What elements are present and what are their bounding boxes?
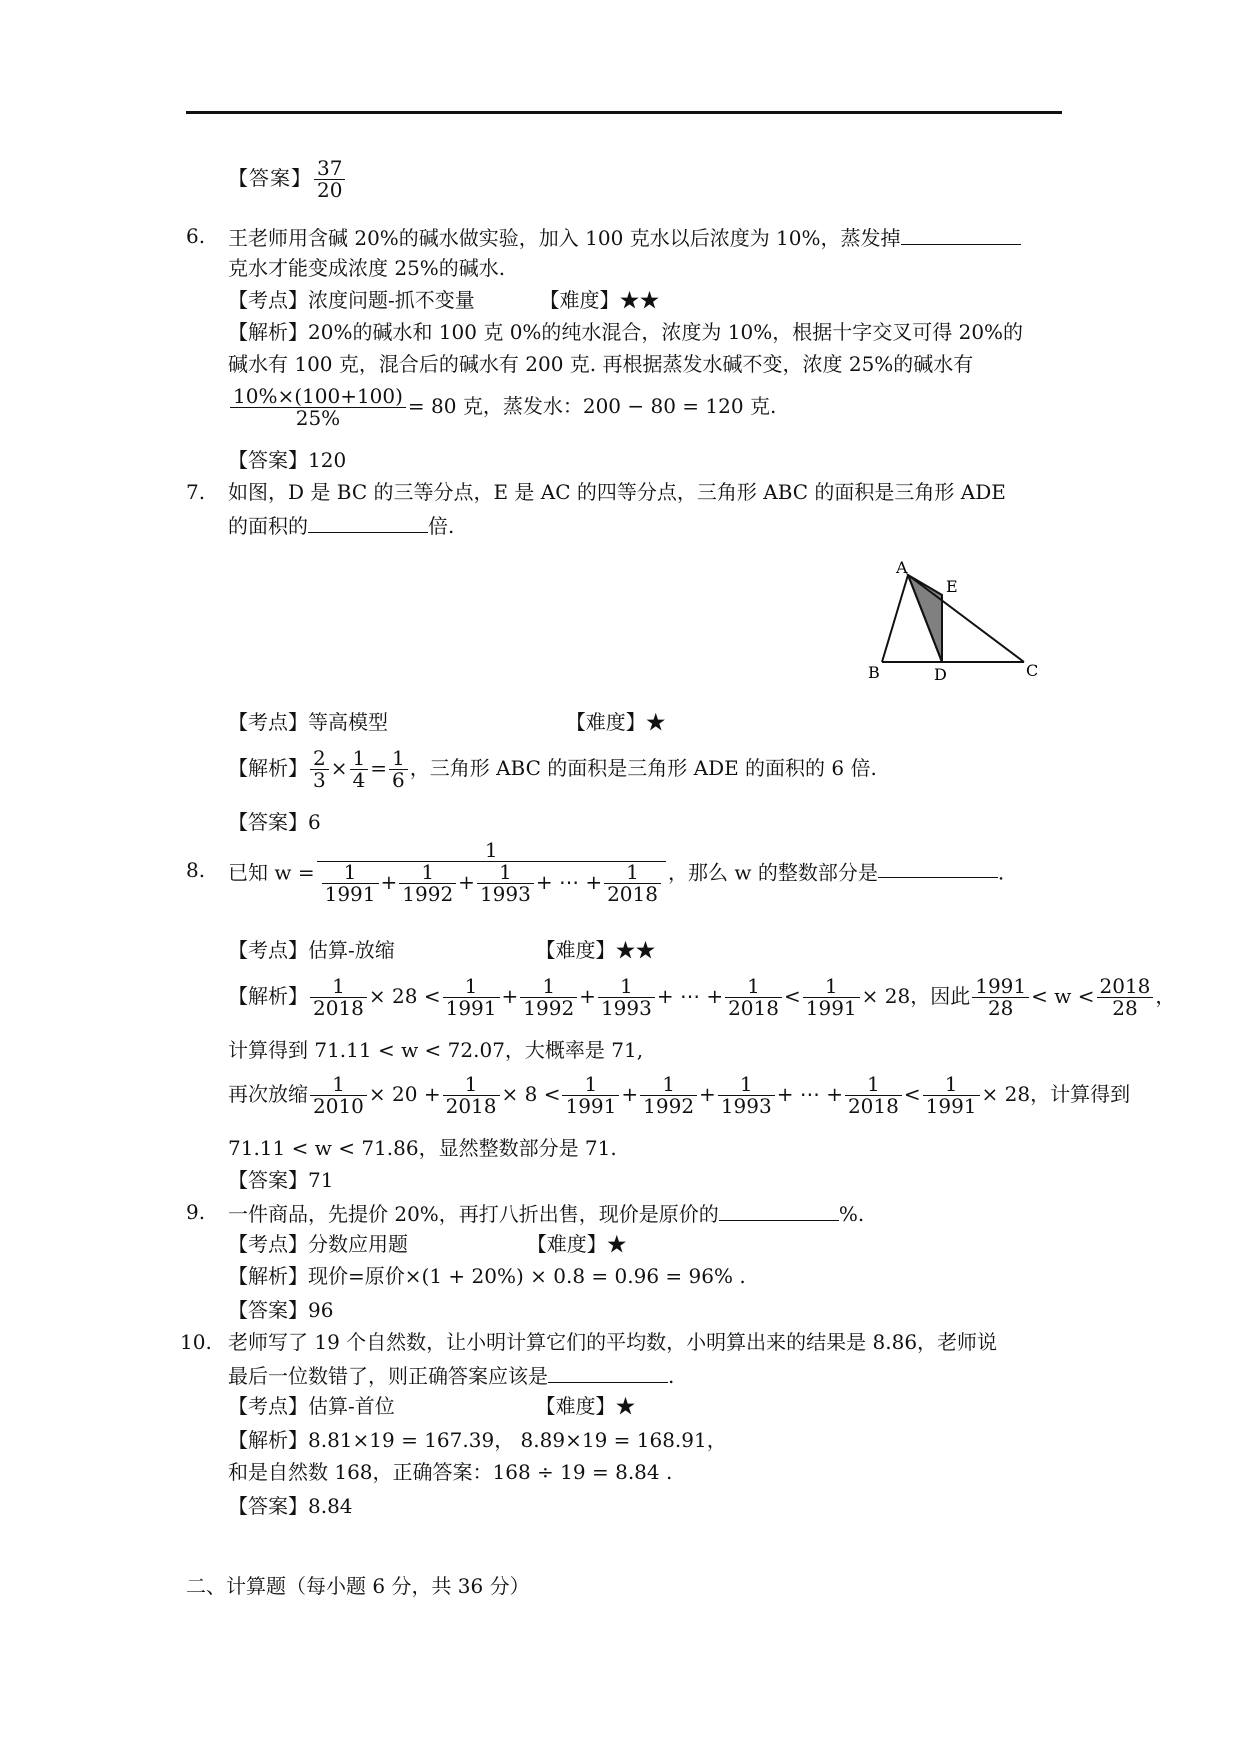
q7-answer: 【答案】6 (228, 810, 321, 834)
q5-answer: 【答案】 $\frac{37}{20}$ (228, 158, 347, 201)
q6-number: 6. (186, 224, 206, 248)
q10-text-line2: 最后一位数错了，则正确答案应该是 . (228, 1364, 675, 1388)
q10-kaodian: 【考点】估算-首位 【难度】★ (228, 1394, 636, 1418)
q10-answer: 【答案】8.84 (228, 1494, 353, 1518)
label-b: B (868, 663, 880, 682)
q7-text-line2: 的面积的 倍. (228, 514, 455, 538)
difficulty-stars: ★★ (619, 288, 660, 312)
label-a: A (896, 558, 908, 577)
q7-answer-blank (308, 514, 428, 533)
q9-text: 一件商品，先提价 20%，再打八折出售，现价是原价的 %. (228, 1202, 865, 1226)
q10-text-line1: 老师写了 19 个自然数，让小明计算它们的平均数，小明算出来的结果是 8.86，老师说 (228, 1330, 998, 1354)
difficulty-stars: ★ (615, 1394, 636, 1418)
q8-big-fraction: 1 $\frac{1}{1991}$ + $\frac{1}{1992}$ + $\frac{1}{1993}$ + ⋯ + $\frac{1}{2018}$ (317, 840, 666, 905)
q8-text: 已知 w = 1 $\frac{1}{1991}$ + $\frac{1}{1992}$ + $\frac{1}{1993}$ + ⋯ + $\frac{1}{2018}$ ，那么 w 的整数部分是 . (228, 838, 1005, 906)
label-e: E (946, 577, 958, 596)
q6-jiexi-line2: 碱水有 100 克，混合后的碱水有 200 克. 再根据蒸发水碱不变，浓度 25%的碱水有 (228, 352, 974, 376)
header-rule (186, 111, 1062, 114)
q6-kaodian: 【考点】浓度问题-抓不变量 【难度】★★ (228, 288, 660, 312)
q6-jiexi-line1: 【解析】20%的碱水和 100 克 0%的纯水混合，浓度为 10%，根据十字交叉可得 20%的 (228, 320, 1024, 344)
q8-jiexi-line2: 计算得到 71.11 < w < 72.07，大概率是 71, (228, 1038, 644, 1062)
q7-number: 7. (186, 480, 206, 504)
q9-kaodian: 【考点】分数应用题 【难度】★ (228, 1232, 627, 1256)
q6-answer-blank (901, 226, 1021, 245)
q7-jiexi: 【解析】 $\frac{2}{3}$ × $\frac{1}{4}$ = $\frac{1}{6}$ ，三角形 ABC 的面积是三角形 ADE 的面积的 6 倍. (228, 746, 877, 792)
q8-kaodian: 【考点】估算-放缩 【难度】★★ (228, 938, 656, 962)
q8-jiexi-line4: 71.11 < w < 71.86，显然整数部分是 71. (228, 1136, 617, 1160)
q6-answer: 【答案】120 (228, 448, 347, 472)
q8-number: 8. (186, 858, 206, 882)
q6-fraction: $\frac{10\%\times(100+100)}{25\%}$ (230, 386, 406, 429)
q6-text-line1: 王老师用含碱 20%的碱水做实验，加入 100 克水以后浓度为 10%，蒸发掉 (228, 226, 1021, 248)
label-d: D (934, 665, 947, 684)
q8-jiexi-line3: 再次放缩 $\frac{1}{2010}$ × 20 + $\frac{1}{2018}$ × 8 < $\frac{1}{1991}$ + $\frac{1}{1992}$ + $\frac{1}{1993}$ + ⋯ + $\frac{1}{2018}$ < $\frac{1}{1991}$ × 28，计算得到 (228, 1072, 1131, 1118)
difficulty-stars: ★ (606, 1232, 627, 1256)
section-heading: 二、计算题（每小题 6 分，共 36 分） (186, 1574, 530, 1598)
difficulty-stars: ★ (645, 710, 666, 734)
q7-kaodian: 【考点】等高模型 【难度】★ (228, 710, 666, 734)
q9-jiexi: 【解析】现价=原价×(1 + 20%) × 0.8 = 0.96 = 96% . (228, 1264, 746, 1288)
q10-answer-blank (548, 1364, 668, 1383)
q9-answer-blank (719, 1202, 839, 1221)
q10-jiexi-line2: 和是自然数 168，正确答案：168 ÷ 19 = 8.84 . (228, 1460, 673, 1484)
triangle-figure (860, 555, 1060, 685)
q10-jiexi-line1: 【解析】8.81×19 = 167.39， 8.89×19 = 168.91， (228, 1428, 727, 1452)
q6-text-line2: 克水才能变成浓度 25%的碱水. (228, 256, 506, 280)
q5-answer-fraction: $\frac{37}{20}$ (314, 158, 345, 201)
q10-number: 10. (180, 1330, 212, 1354)
q7-text-line1: 如图，D 是 BC 的三等分点，E 是 AC 的四等分点，三角形 ABC 的面积是三角形 ADE (228, 480, 1006, 504)
difficulty-stars: ★★ (615, 938, 656, 962)
q6-jiexi-line3: $\frac{10\%\times(100+100)}{25\%}$ = 80 克，蒸发水：200 − 80 = 120 克. (228, 386, 776, 429)
q9-number: 9. (186, 1200, 206, 1224)
q8-jiexi-line1: 【解析】 $\frac{1}{2018}$ × 28 < $\frac{1}{1991}$ + $\frac{1}{1992}$ + $\frac{1}{1993}$ + ⋯ + $\frac{1}{2018}$ < $\frac{1}{1991}$ × 28，因此 $\frac{1991}{28}$ < w < $\frac{2018}{28}$ ， (228, 974, 1176, 1020)
q8-answer-blank (878, 859, 998, 878)
q9-answer: 【答案】96 (228, 1298, 334, 1322)
label-c: C (1026, 661, 1039, 680)
q8-answer: 【答案】71 (228, 1168, 334, 1192)
